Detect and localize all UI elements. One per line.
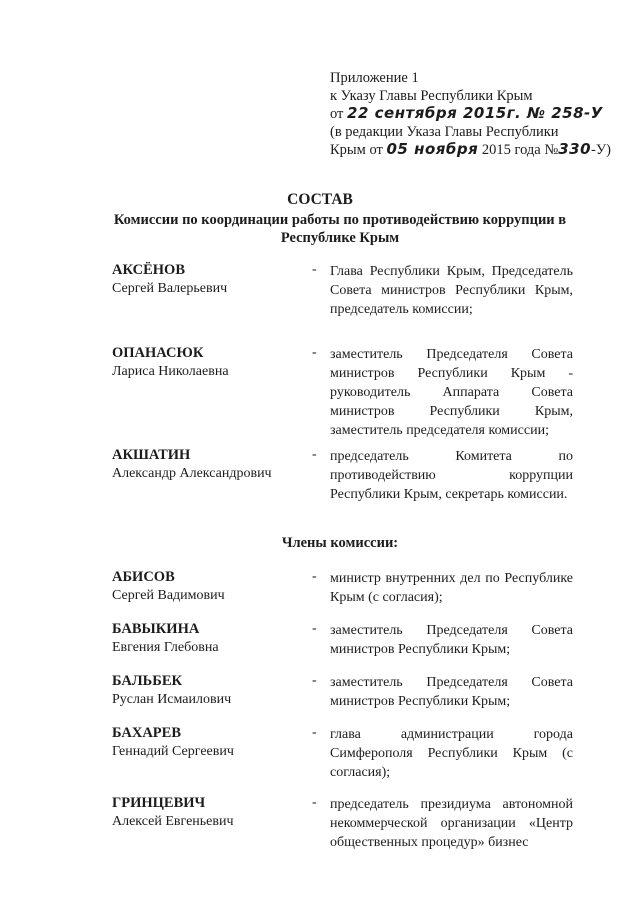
member-surname: ГРИНЦЕВИЧ [112, 795, 206, 811]
entry-dash: - [312, 673, 317, 688]
revision-year-text: 2015 года № [481, 142, 559, 158]
entry-dash: - [312, 795, 317, 810]
member-surname: БАВЫКИНА [112, 621, 200, 637]
member-surname: БАЛЬБЕК [112, 673, 183, 689]
appendix-number: Приложение 1 [330, 70, 419, 86]
handwritten-revision-number: 330 [558, 140, 592, 158]
member-role: заместитель Председателя Совета министров Республики Крым; [330, 623, 573, 657]
entry-dash: - [312, 621, 317, 636]
member-given-names: Александр Александрович [112, 466, 272, 481]
entry-dash: - [312, 262, 317, 277]
member-role: министр внутренних дел по Республике Крым (с согласия); [330, 571, 573, 605]
entry-dash: - [312, 345, 317, 360]
decree-date-prefix: от [330, 106, 344, 122]
member-role: глава администрации города Симферополя Республики Крым (с согласия); [330, 727, 573, 780]
member-role: Глава Республики Крым, Председатель Совета министров Республики Крым, председатель комиссии; [330, 264, 573, 317]
appendix-revision-line: (в редакции Указа Главы Республики [330, 123, 559, 140]
member-given-names: Евгения Глебовна [112, 640, 219, 655]
member-surname: АБИСОВ [112, 569, 175, 585]
members-heading: Члены комиссии: [281, 535, 399, 551]
entry-dash: - [312, 569, 317, 584]
member-given-names: Сергей Валерьевич [112, 281, 228, 296]
member-role: заместитель Председателя Совета министров Республики Крым; [330, 675, 573, 709]
document-title: СОСТАВ [287, 191, 353, 208]
entry-dash: - [312, 725, 317, 740]
member-surname: АКСЁНОВ [112, 262, 185, 278]
appendix-decree-date-line [330, 105, 630, 124]
revision-date-prefix: Крым от [330, 142, 383, 158]
handwritten-decree-date-number: 22 сентября 2015г. № 258-У [347, 104, 603, 122]
member-role: председатель Комитета по противодействию коррупции Республики Крым, секретарь комиссии. [330, 449, 573, 502]
member-role: председатель президиума автономной некоммерческой организации «Центр общественных процедур» бизнес [330, 797, 573, 850]
revision-suffix: -У) [591, 142, 611, 158]
member-given-names: Руслан Исмаилович [112, 692, 232, 707]
member-role: заместитель Председателя Совета министров Республики Крым - руководитель Аппарата Совета министров Республики Крым, заместитель председателя комиссии; [330, 347, 573, 438]
entry-dash: - [312, 447, 317, 462]
appendix-revision-date-line [330, 141, 630, 160]
member-given-names: Геннадий Сергеевич [112, 744, 234, 759]
handwritten-revision-date: 05 ноября [386, 140, 479, 158]
document-subtitle: Комиссии по координации работы по противодействию коррупции в Республике Крым [113, 212, 567, 246]
member-surname: БАХАРЕВ [112, 725, 182, 741]
member-given-names: Алексей Евгеньевич [112, 814, 234, 829]
appendix-decree-reference: к Указу Главы Республики Крым [330, 87, 533, 104]
appendix-header [330, 70, 630, 160]
member-given-names: Лариса Николаевна [112, 364, 229, 379]
member-surname: АКШАТИН [112, 447, 191, 463]
member-given-names: Сергей Вадимович [112, 588, 225, 603]
member-surname: ОПАНАСЮК [112, 345, 204, 361]
